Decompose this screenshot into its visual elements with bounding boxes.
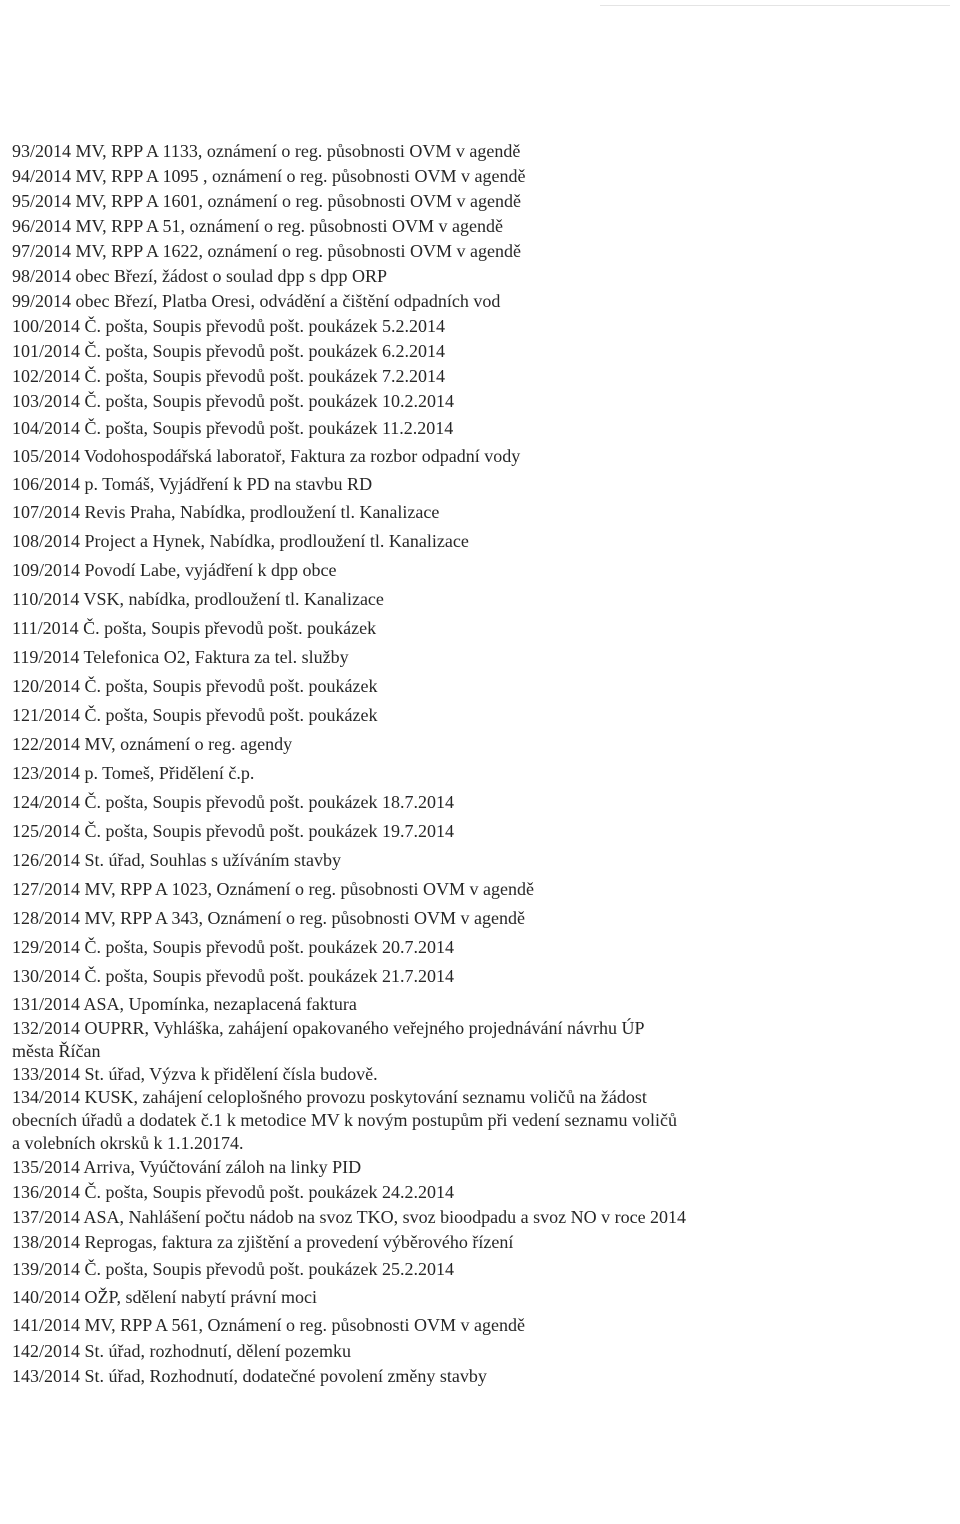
- list-item: 106/2014 p. Tomáš, Vyjádření k PD na stavbu RD: [12, 474, 373, 494]
- list-item: 100/2014 Č. pošta, Soupis převodů pošt. poukázek 5.2.2014: [12, 316, 445, 336]
- list-item: 124/2014 Č. pošta, Soupis převodů pošt. poukázek 18.7.2014: [12, 792, 454, 812]
- entry-line: 135/2014 Arriva, Vyúčtování záloh na linky PID: [12, 1157, 362, 1177]
- list-item: 108/2014 Project a Hynek, Nabídka, prodloužení tl. Kanalizace: [12, 531, 469, 551]
- list-item: 103/2014 Č. pošta, Soupis převodů pošt. poukázek 10.2.2014: [12, 391, 454, 411]
- list-item: 104/2014 Č. pošta, Soupis převodů pošt. poukázek 11.2.2014: [12, 418, 454, 438]
- list-item: 126/2014 St. úřad, Souhlas s užíváním stavby: [12, 850, 341, 870]
- list-item: [12, 1063, 852, 1086]
- list-item: 101/2014 Č. pošta, Soupis převodů pošt. poukázek 6.2.2014: [12, 341, 445, 361]
- entry-line: 139/2014 Č. pošta, Soupis převodů pošt. poukázek 25.2.2014: [12, 1259, 454, 1279]
- entry-line: města Říčan: [12, 1041, 101, 1061]
- list-item: 142/2014 St. úřad, rozhodnutí, dělení pozemku: [12, 1341, 351, 1361]
- list-item: [12, 1017, 852, 1063]
- entry-line: 133/2014 St. úřad, Výzva k přidělení čísla budově.: [12, 1064, 378, 1084]
- list-item: [12, 1205, 852, 1230]
- list-item: 98/2014 obec Březí, žádost o soulad dpp s dpp ORP: [12, 266, 387, 286]
- list-item: 140/2014 OŽP, sdělení nabytí právní moci: [12, 1287, 317, 1307]
- list-item: 128/2014 MV, RPP A 343, Oznámení o reg. působnosti OVM v agendě: [12, 908, 525, 928]
- list-item: 122/2014 MV, oznámení o reg. agendy: [12, 734, 293, 754]
- list-item: 123/2014 p. Tomeš, Přidělení č.p.: [12, 763, 255, 783]
- list-item: 141/2014 MV, RPP A 561, Oznámení o reg. působnosti OVM v agendě: [12, 1315, 525, 1335]
- list-item: 127/2014 MV, RPP A 1023, Oznámení o reg. působnosti OVM v agendě: [12, 879, 534, 899]
- list-item: 131/2014 ASA, Upomínka, nezaplacená faktura: [12, 994, 357, 1014]
- list-item: 121/2014 Č. pošta, Soupis převodů pošt. poukázek: [12, 705, 378, 725]
- entry-line: a volebních okrsků k 1.1.20174.: [12, 1133, 244, 1153]
- entry-line: 132/2014 OUPRR, Vyhláška, zahájení opakovaného veřejného projednávání návrhu ÚP: [12, 1018, 645, 1038]
- list-item: 119/2014 Telefonica O2, Faktura za tel. služby: [12, 647, 349, 667]
- list-item: 130/2014 Č. pošta, Soupis převodů pošt. poukázek 21.7.2014: [12, 966, 454, 986]
- list-item: [12, 1086, 852, 1155]
- list-item: [12, 1230, 852, 1255]
- entry-line: obecních úřadů a dodatek č.1 k metodice MV k novým postupům při vedení seznamu voličů: [12, 1110, 678, 1130]
- list-item: 97/2014 MV, RPP A 1622, oznámení o reg. působnosti OVM v agendě: [12, 241, 521, 261]
- list-item: 105/2014 Vodohospodářská laboratoř, Faktura za rozbor odpadní vody: [12, 446, 521, 466]
- list-item: [12, 1155, 852, 1180]
- list-item: 102/2014 Č. pošta, Soupis převodů pošt. poukázek 7.2.2014: [12, 366, 445, 386]
- scan-edge-line: [600, 5, 950, 6]
- entry-line: 137/2014 ASA, Nahlášení počtu nádob na svoz TKO, svoz bioodpadu a svoz NO v roce 2014: [12, 1207, 687, 1227]
- entry-line: 138/2014 Reprogas, faktura za zjištění a provedení výběrového řízení: [12, 1232, 514, 1252]
- list-item: 96/2014 MV, RPP A 51, oznámení o reg. působnosti OVM v agendě: [12, 216, 503, 236]
- list-item: 111/2014 Č. pošta, Soupis převodů pošt. poukázek: [12, 618, 377, 638]
- list-item: 93/2014 MV, RPP A 1133, oznámení o reg. působnosti OVM v agendě: [12, 141, 521, 161]
- list-item: 99/2014 obec Březí, Platba Oresi, odvádění a čištění odpadních vod: [12, 291, 501, 311]
- list-item: 143/2014 St. úřad, Rozhodnutí, dodatečné povolení změny stavby: [12, 1366, 487, 1386]
- list-item: 109/2014 Povodí Labe, vyjádření k dpp obce: [12, 560, 337, 580]
- list-item: 107/2014 Revis Praha, Nabídka, prodloužení tl. Kanalizace: [12, 502, 440, 522]
- list-item: 120/2014 Č. pošta, Soupis převodů pošt. poukázek: [12, 676, 378, 696]
- entry-line: 134/2014 KUSK, zahájení celoplošného provozu poskytování seznamu voličů na žádost: [12, 1087, 647, 1107]
- list-item: 94/2014 MV, RPP A 1095 , oznámení o reg. působnosti OVM v agendě: [12, 166, 526, 186]
- register-entries: [12, 139, 852, 1389]
- list-item: 95/2014 MV, RPP A 1601, oznámení o reg. působnosti OVM v agendě: [12, 191, 521, 211]
- entry-line: 136/2014 Č. pošta, Soupis převodů pošt. poukázek 24.2.2014: [12, 1182, 454, 1202]
- list-item: 129/2014 Č. pošta, Soupis převodů pošt. poukázek 20.7.2014: [12, 937, 454, 957]
- list-item: [12, 1255, 852, 1283]
- list-item: 125/2014 Č. pošta, Soupis převodů pošt. poukázek 19.7.2014: [12, 821, 454, 841]
- list-item: 110/2014 VSK, nabídka, prodloužení tl. Kanalizace: [12, 589, 384, 609]
- list-item: [12, 1180, 852, 1205]
